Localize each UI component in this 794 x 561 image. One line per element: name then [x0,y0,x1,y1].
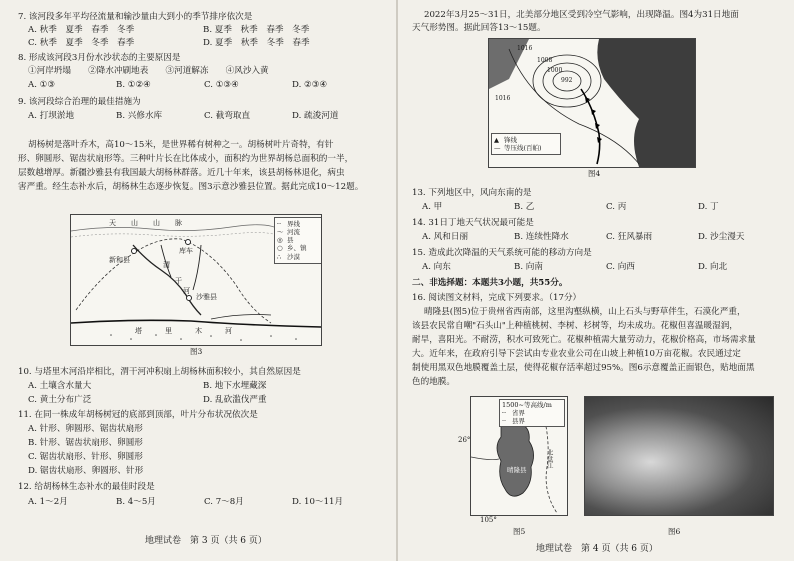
q12-option-c[interactable]: C. 7～8月 [204,497,244,507]
figure3-legend: ┄ 界线 ～ 河流 ◎ 县 ○ 乡、镇 ∴ 沙漠 [274,217,322,264]
q14-options [422,232,744,242]
figure5-caption: 图5 [513,527,526,536]
q12-option-b[interactable]: B. 4～5月 [116,497,156,507]
q10-options-row1 [28,381,266,391]
q11-option-b[interactable]: B. 针形、锯齿状扇形、卵圆形 [28,438,143,448]
q8-options [28,80,327,90]
passage-line: 胡杨树是落叶乔木，高10～15米，是世界稀有树种之一。胡杨树叶片奇特，有针 [28,140,334,150]
q9-option-d[interactable]: D. 疏浚河道 [292,111,339,121]
q8-option-a[interactable]: A. ①③ [28,80,56,90]
q12-stem: 12. 给胡杨林生态补水的最佳时段是 [18,482,155,492]
q10-option-b[interactable]: B. 地下水埋藏深 [203,381,267,391]
q16-passage-line: 晴隆县(图5)位于贵州省西南部，这里沟壑纵横，山上石头与野草伴生，石漠化严重， [424,307,746,317]
q15-options [422,262,727,272]
q11-option-c[interactable]: C. 锯齿状扇形、针形、卵圆形 [28,452,143,462]
q11-stem: 11. 在同一株成年胡杨树冠的底部到顶部，叶片分布状况依次是 [18,410,258,420]
q9-options [28,111,338,121]
q9-option-c[interactable]: C. 截弯取直 [204,111,251,121]
q13-stem: 13. 下列地区中，风向东南的是 [412,188,532,198]
q13-option-d[interactable]: D. 丁 [698,202,719,212]
figure3-caption: 图3 [190,347,203,356]
q14-option-d[interactable]: D. 沙尘漫天 [698,232,745,242]
tianshan-label: 天 山 山 脉 [109,219,186,227]
figure4-weather-map [488,38,696,168]
figure4-legend: ▲ 锋线 — 等压线(百帕) [491,133,561,155]
q16-passage-line: 色的地膜。 [412,377,455,387]
q16-passage-line: 制使用黑双色地膜覆盖土层，使得花椒存活率超过95%。图6示意覆盖正面银色，贴地面黑 [412,363,755,373]
shaya-label: 沙雅县 [196,293,217,301]
isobar-label: 992 [561,77,573,84]
q15-option-d[interactable]: D. 向北 [698,262,728,272]
q8-option-c[interactable]: C. ①③④ [204,80,239,90]
exam-page-4 [398,0,794,561]
kuche-label: 库车 [179,247,193,255]
section2-heading: 二、非选择题：本题共3小题，共55分。 [412,278,568,288]
q7-stem: 7. 该河段多年平均径流量和输沙量由大到小的季节排序依次是 [18,12,253,22]
q14-option-c[interactable]: C. 狂风暴雨 [606,232,653,242]
exam-page-3 [0,0,396,561]
isobar-label: 1008 [537,57,553,64]
q14-stem: 14. 31日丁地天气状况最可能是 [412,218,534,228]
q15-stem: 15. 造成此次降温的天气系统可能的移动方向是 [412,248,592,258]
figure5-legend: 1500~等高线/m ┄ 省界 ┈ 县界 [499,399,565,427]
q16-passage-line: 该县农民常自嘲"石头山"上种植桃树、李树、杉树等，均未成功。花椒但喜温暖湿润， [412,321,738,331]
q8-stem: 8. 形成该河段3月份水沙状态的主要原因是 [18,53,181,63]
q10-option-a[interactable]: A. 土壤含水量大 [28,381,92,391]
q8-option-b[interactable]: B. ①②④ [116,80,151,90]
river-label: 河 [183,287,190,295]
q9-option-b[interactable]: B. 兴修水库 [116,111,163,121]
q7-option-b[interactable]: B. 夏季 秋季 春季 冬季 [203,25,310,35]
q7-option-c[interactable]: C. 秋季 夏季 冬季 春季 [28,38,135,48]
figure3-map [70,214,322,346]
q15-option-b[interactable]: B. 向南 [514,262,543,272]
figure6-mulch-film-photo [584,396,774,516]
page-footer: 地理试卷 第 3 页（共 6 页） [145,536,267,546]
q9-option-a[interactable]: A. 打坝淤地 [28,111,75,121]
gan-label: 干 [175,277,182,285]
longitude-label: 105° [480,516,497,524]
intro-line: 2022年3月25～31日，北美部分地区受到冷空气影响，出现降温。图4为31日地面 [424,10,739,20]
q13-option-c[interactable]: C. 丙 [606,202,627,212]
q10-option-d[interactable]: D. 乱砍滥伐严重 [203,395,267,405]
passage-line: 害严重。经生态补水后，胡杨林生态逐步恢复。图3示意沙雅县位置。据此完成10～12题。 [18,182,364,192]
figure4-caption: 图4 [588,169,601,178]
qinglong-label: 晴隆县 [507,466,527,474]
q11-option-d[interactable]: D. 锯齿状扇形、卵圆形、针形 [28,466,144,476]
q7-options-row2 [28,38,310,48]
q14-option-a[interactable]: A. 风和日丽 [422,232,469,242]
q16-passage-line: 大。近年来，在政府引导下尝试由专业农业公司在山坡上种植10万亩花椒。农民通过定 [412,349,741,359]
q10-options-row2 [28,395,267,405]
figure6-caption: 图6 [668,527,681,536]
q12-option-d[interactable]: D. 10～11月 [292,497,344,507]
q8-option-d[interactable]: D. ②③④ [292,80,328,90]
q8-statements: ①河岸坍塌 ②降水冲刷地表 ③河道解冻 ④风沙入黄 [28,66,269,76]
q13-option-b[interactable]: B. 乙 [514,202,535,212]
isobar-label: 1016 [495,95,511,102]
isobar-label: 1016 [517,45,533,52]
q12-option-a[interactable]: A. 1～2月 [28,497,68,507]
q16-stem: 16. 阅读图文材料，完成下列要求。（17分） [412,293,582,303]
isobar-label: 1000 [547,67,563,74]
q13-options [422,202,719,212]
latitude-label: 26° [458,436,471,444]
tarim-river-label: 塔 里 木 河 [135,327,235,335]
passage-line: 形、卵圆形、锯齿状扇形等。三种叶片长在比体成小，面积约为世界胡杨总面积的一半， [18,154,354,164]
q7-options-row1 [28,25,309,35]
q14-option-b[interactable]: B. 连续性降水 [514,232,569,242]
xinhe-label: 新和县 [109,256,130,264]
q7-option-a[interactable]: A. 秋季 夏季 春季 冬季 [28,25,135,35]
q15-option-a[interactable]: A. 向东 [422,262,451,272]
page-footer: 地理试卷 第 4 页（共 6 页） [536,544,658,554]
weigan-label: 渭 [163,261,170,269]
intro-line: 天气形势图。据此回答13～15题。 [412,23,546,33]
passage-line: 层数越增厚。新疆沙雅县有我国最大胡杨林群落。近几十年来，该县胡杨林退化，病虫 [18,168,345,178]
q16-passage-line: 耐旱，喜阳光。不耐涝，积水可致死亡。花椒种植需大量劳动力，花椒价格高，市场需求量 [412,335,756,345]
q10-option-c[interactable]: C. 黄土分布广泛 [28,395,92,405]
q11-option-a[interactable]: A. 针形、卵圆形、锯齿状扇形 [28,424,143,434]
q9-stem: 9. 该河段综合治理的最佳措施为 [18,97,141,107]
figure5-map [470,396,568,516]
beipan-river-label: 北盘江 [545,449,554,469]
q15-option-c[interactable]: C. 向西 [606,262,635,272]
q10-stem: 10. 与塔里木河沿岸相比，渭干河冲积扇上胡杨林面积较小，其自然原因是 [18,367,301,377]
q12-options [28,497,343,507]
q7-option-d[interactable]: D. 夏季 秋季 冬季 春季 [203,38,310,48]
q13-option-a[interactable]: A. 甲 [422,202,443,212]
